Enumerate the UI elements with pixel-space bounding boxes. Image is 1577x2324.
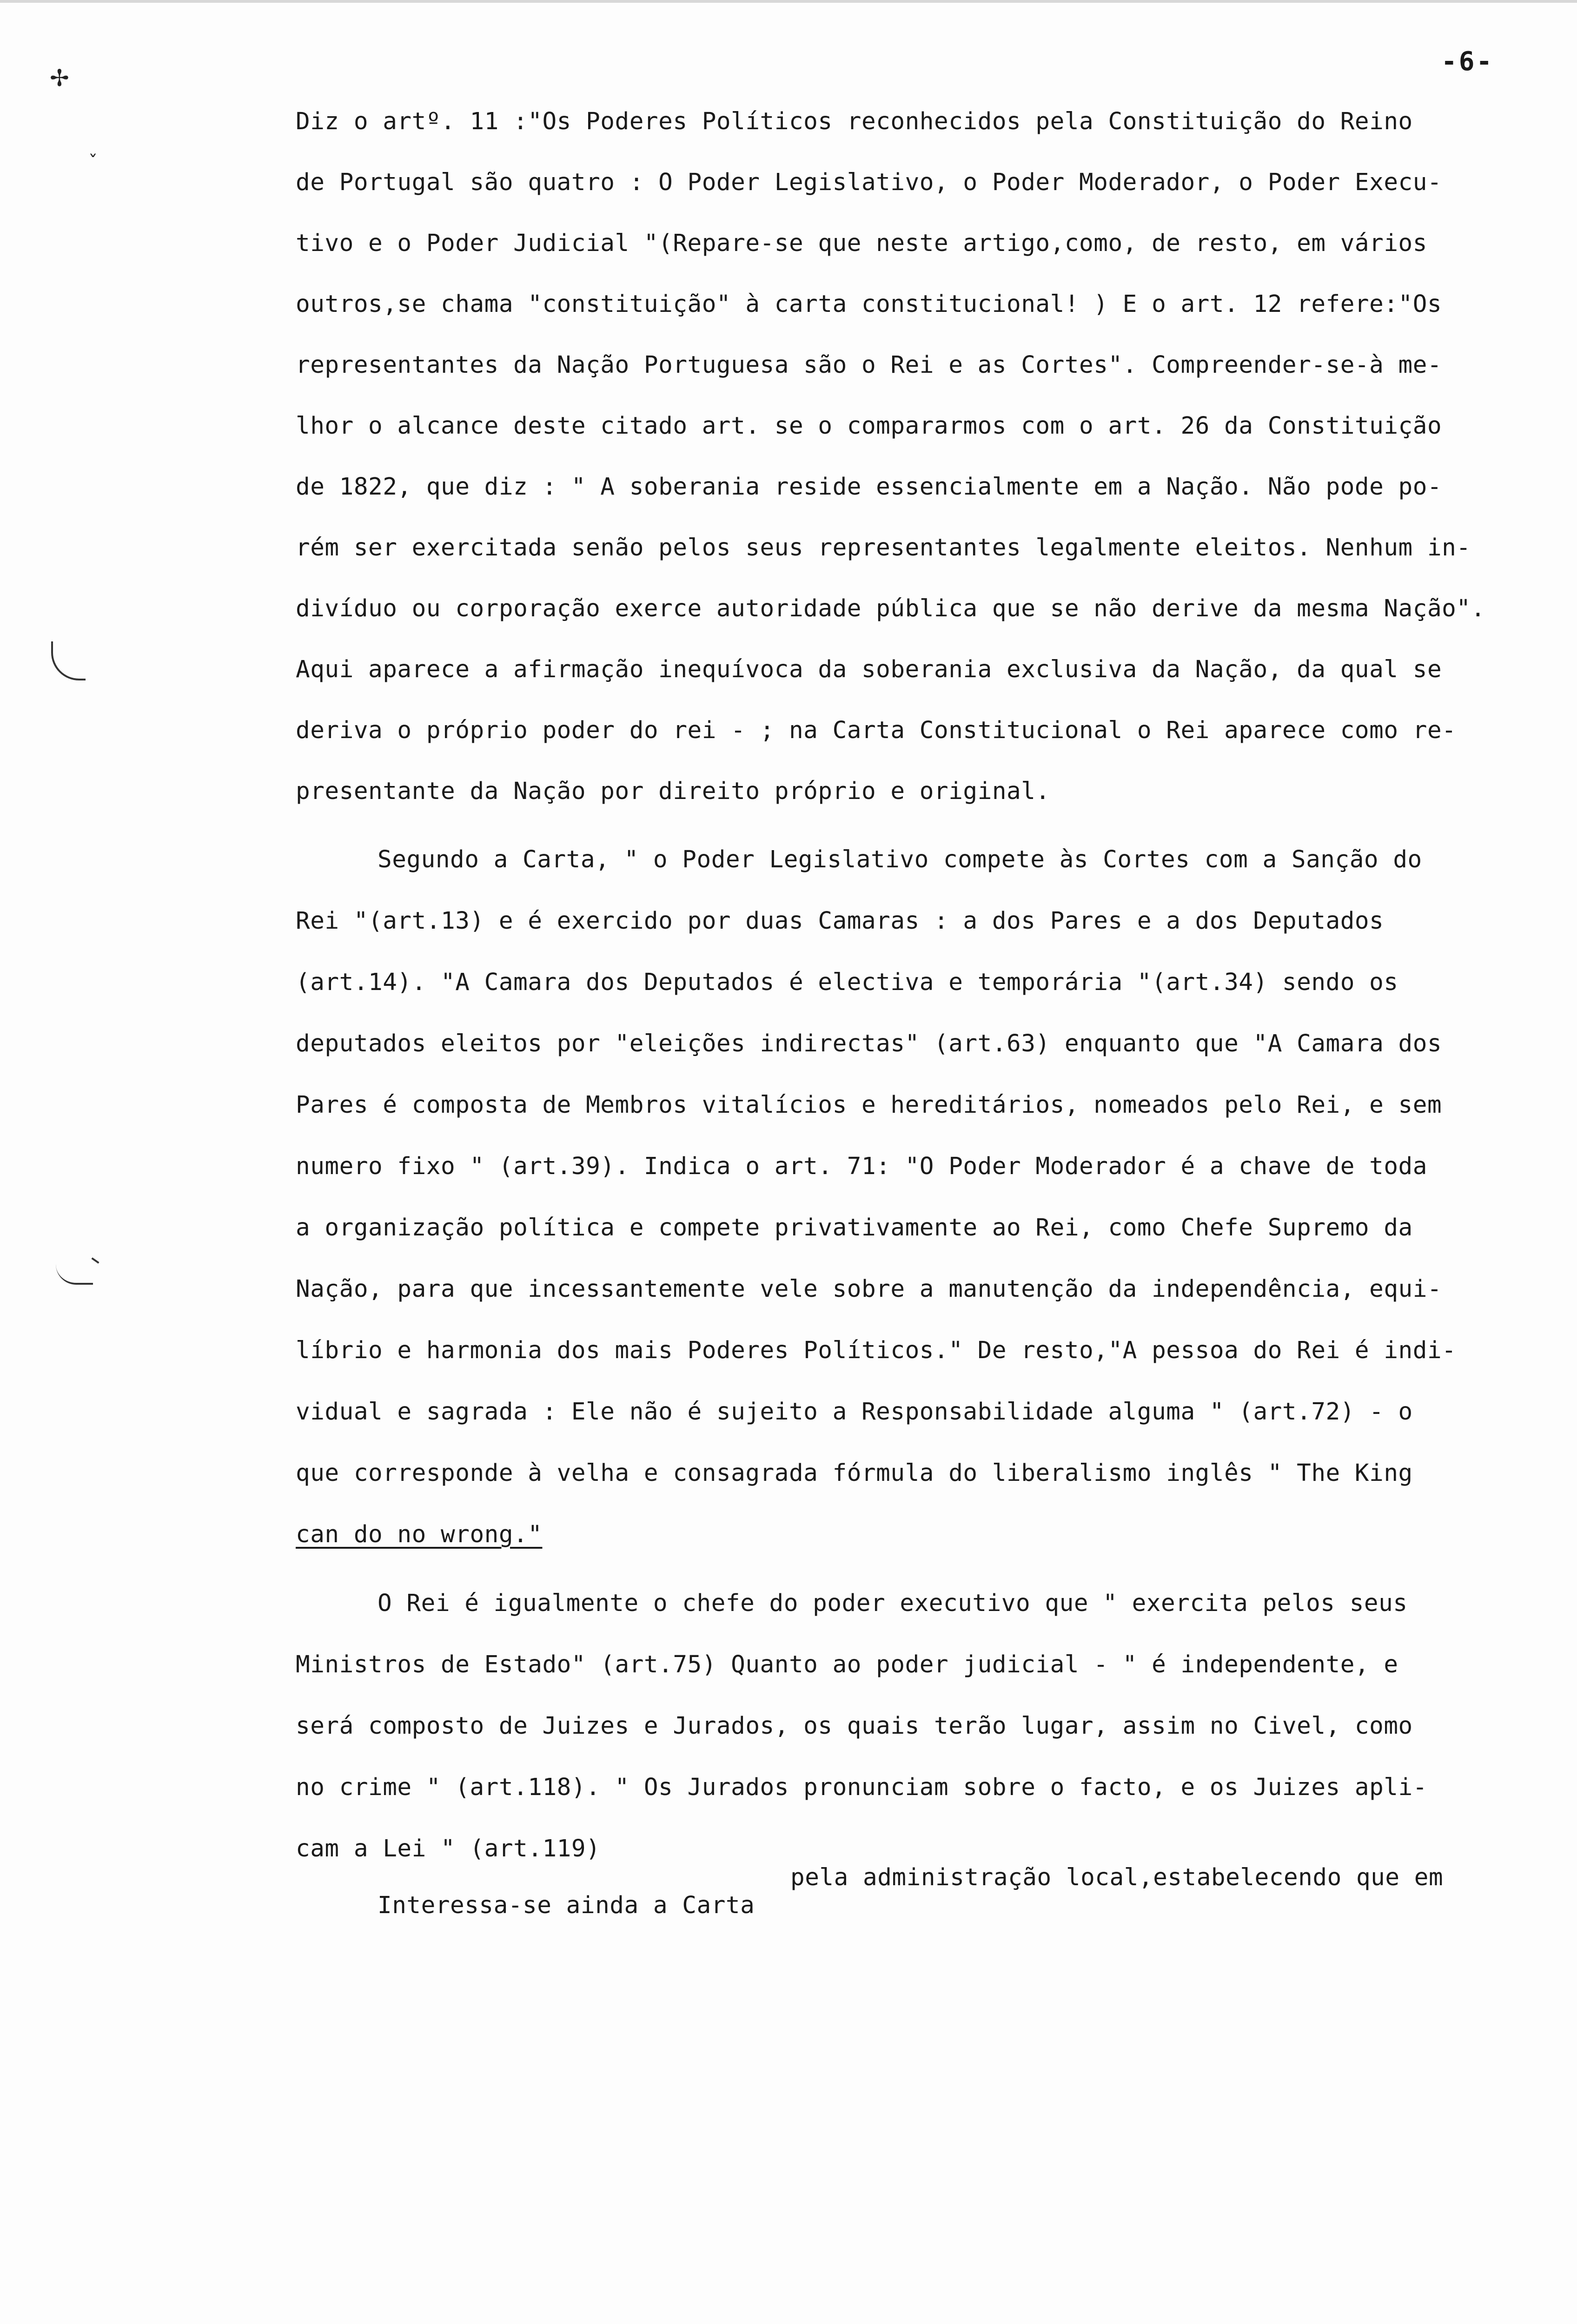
text-line: tivo e o Poder Judicial "(Repare-se que neste artigo,como, de resto, em vários [296,230,1427,257]
text-line: cam a Lei " (art.119) [296,1835,601,1862]
text-line: numero fixo " (art.39). Indica o art. 71: "O Poder Moderador é a chave de toda [296,1153,1427,1180]
text-line: pela administração local,estabelecendo que em [790,1864,1444,1891]
page-number: -6- [1441,46,1494,77]
text-line: Interessa-se ainda a Carta [378,1892,755,1919]
text-line: Pares é composta de Membros vitalícios e hereditários, nomeados pelo Rei, e sem [296,1091,1442,1119]
text-line: deriva o próprio poder do rei - ; na Carta Constitucional o Rei aparece como re- [296,717,1457,744]
margin-tick-icon [91,1257,99,1264]
text-line: rém ser exercitada senão pelos seus representantes legalmente eleitos. Nenhum in- [296,534,1471,561]
text-line: outros,se chama "constituição" à carta constitucional! ) E o art. 12 refere:"Os [296,290,1442,318]
text-line: Rei "(art.13) e é exercido por duas Camaras : a dos Pares e a dos Deputados [296,907,1384,935]
text-line: Aqui aparece a afirmação inequívoca da soberania exclusiva da Nação, da qual se [296,656,1442,683]
text-line: que corresponde à velha e consagrada fórmula do liberalismo inglês " The King [296,1459,1413,1487]
text-line: será composto de Juizes e Jurados, os quais terão lugar, assim no Civel, como [296,1712,1413,1740]
text-line: Segundo a Carta, " o Poder Legislativo compete às Cortes com a Sanção do [378,846,1422,873]
text-line: deputados eleitos por "eleições indirectas" (art.63) enquanto que "A Camara dos [296,1030,1442,1057]
text-line: líbrio e harmonia dos mais Poderes Políticos." De resto,"A pessoa do Rei é indi- [296,1337,1457,1364]
text-line: de 1822, que diz : " A soberania reside essencialmente em a Nação. Não pode po- [296,473,1442,501]
text-line: Ministros de Estado" (art.75) Quanto ao poder judicial - " é independente, e [296,1651,1398,1678]
text-line: a organização política e compete privativamente ao Rei, como Chefe Supremo da [296,1214,1413,1241]
text-line: O Rei é igualmente o chefe do poder executivo que " exercita pelos seus [378,1590,1408,1617]
text-line: no crime " (art.118). " Os Jurados pronunciam sobre o facto, e os Juizes apli- [296,1774,1427,1801]
text-line: Diz o artº. 11 :"Os Poderes Políticos reconhecidos pela Constituição do Reino [296,108,1413,135]
text-line: Nação, para que incessantemente vele sobre a manutenção da independência, equi- [296,1275,1442,1303]
margin-symbol-icon: ✢ [50,58,69,93]
text-line: representantes da Nação Portuguesa são o Rei e as Cortes". Compreender-se-à me- [296,351,1442,379]
text-line: de Portugal são quatro : O Poder Legislativo, o Poder Moderador, o Poder Execu- [296,169,1442,196]
text-line: lhor o alcance deste citado art. se o compararmos com o art. 26 da Constituição [296,412,1442,440]
text-line: (art.14). "A Camara dos Deputados é electiva e temporária "(art.34) sendo os [296,969,1398,996]
text-line: presentante da Nação por direito próprio e original. [296,778,1050,805]
text-line: divíduo ou corporação exerce autoridade pública que se não derive da mesma Nação". [296,595,1485,622]
margin-dot-icon: ˇ [87,152,99,173]
top-edge-rule [0,0,1577,3]
text-line: can do no wrong." [296,1521,543,1548]
text-line: vidual e sagrada : Ele não é sujeito a Responsabilidade alguma " (art.72) - o [296,1398,1413,1426]
